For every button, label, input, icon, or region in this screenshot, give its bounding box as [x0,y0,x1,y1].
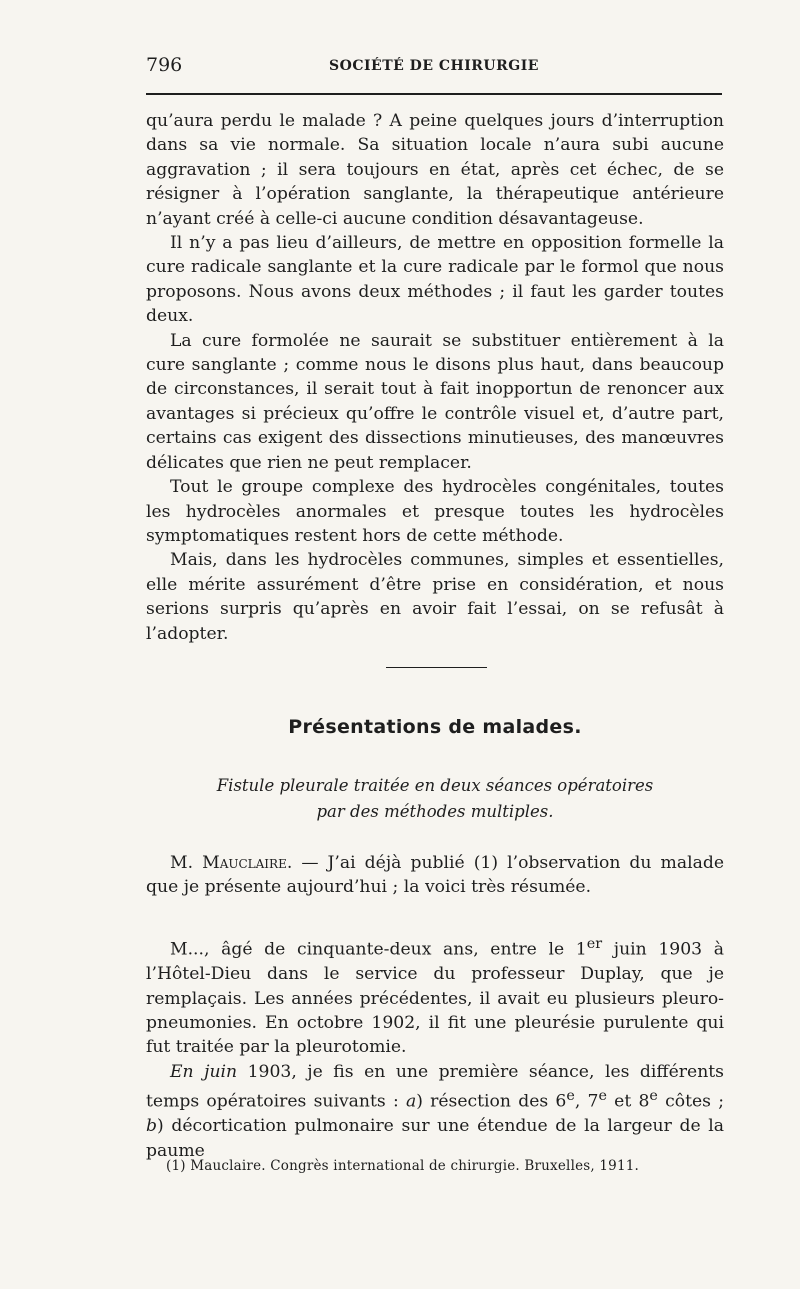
paragraph: qu’aura perdu le malade ? A peine quelques jours d’interruption dans sa vie normale. Sa situation locale n’aura subi aucune aggravation ; il sera toujours en état, après cet échec, de se résigner à l’opération sanglante, la thérapeutique antérieure n’ayant créé à celle-ci aucune condition désavantageuse. [146,111,724,229]
case-text-segment: ) décortication pulmonaire sur une étendue de la largeur de la paume [146,1116,724,1161]
italic-lead: En juin [170,1061,238,1082]
paragraph: Mais, dans les hydrocèles communes, simples et essentielles, elle mérite assurément d’être prise en considération, et nous serions surpris qu’après en avoir fait l’essai, on se refusât à l’adopter. [146,550,724,644]
speaker-name: M. Mauclaire. [170,853,293,873]
header-rule [146,93,722,95]
paragraph: Il n’y a pas lieu d’ailleurs, de mettre en opposition formelle la cure radicale sanglante et la cure radicale par le formol que nous proposons. Nous avons deux méthodes ; il faut les garder toutes deux. [146,233,724,327]
case-paragraph [146,1060,724,1163]
list-label: b [146,1116,158,1137]
case-report [146,932,724,1163]
page-number: 796 [146,54,183,76]
case-text-segment: ) résection des 6 [416,1091,567,1112]
paragraph: La cure formolée ne saurait se substituer entièrement à la cure sanglante ; comme nous le disons plus haut, dans beaucoup de circonstances, il serait tout à fait inopportun de renoncer aux avantages si précieux qu’offre le contrôle visuel et, d’autre part, certains cas exigent des dissections minutieuses, des manœuvres délicates que rien ne peut remplacer. [146,330,724,473]
section-title: Présentations de malades. [288,716,582,738]
case-text-segment: juin 1903 à l’Hôtel-Dieu dans le service du professeur Duplay, que je remplaçais. Les années précédentes, il avait eu plusieurs pleuro-pneumonies. En octobre 1902, il fit une pleurésie purulente qui fut traitée par la pleurotomie. [146,939,724,1058]
body-text [146,109,724,646]
case-text-segment: , 7 [574,1091,599,1112]
superscript: e [566,1088,575,1105]
case-text-segment: 1903, je fis en une première séance, les différents temps opératoires suivants : [146,1061,724,1112]
paragraph: Tout le groupe complexe des hydrocèles congénitales, toutes les hydrocèles anormales et presque toutes les hydrocèles symptomatiques restent hors de cette méthode. [146,477,724,546]
page-header [146,52,722,82]
speech [146,851,724,900]
subtitle-line: Fistule pleurale traitée en deux séances opératoires [216,776,654,795]
case-text-segment: M..., âgé de cinquante-deux ans, entre le 1 [170,939,587,960]
speech-paragraph [146,851,724,900]
speech-text: — J’ai déjà publié (1) l’observation du malade que je présente aujourd’hui ; la voici très résumée. [146,853,724,898]
footnote: (1) Mauclaire. Congrès international de chirurgie. Bruxelles, 1911. [166,1158,640,1174]
case-paragraph [146,932,724,1060]
case-text-segment: et 8 [606,1091,650,1112]
section-subtitle [146,773,724,825]
list-label: a [405,1091,417,1112]
subtitle-line: par des méthodes multiples. [316,802,554,821]
superscript: e [649,1088,658,1105]
running-title: SOCIÉTÉ DE CHIRURGIE [329,58,539,74]
superscript: e [598,1088,607,1105]
section-divider [386,667,487,668]
case-text-segment: côtes ; [657,1091,724,1112]
superscript: er [586,936,603,952]
